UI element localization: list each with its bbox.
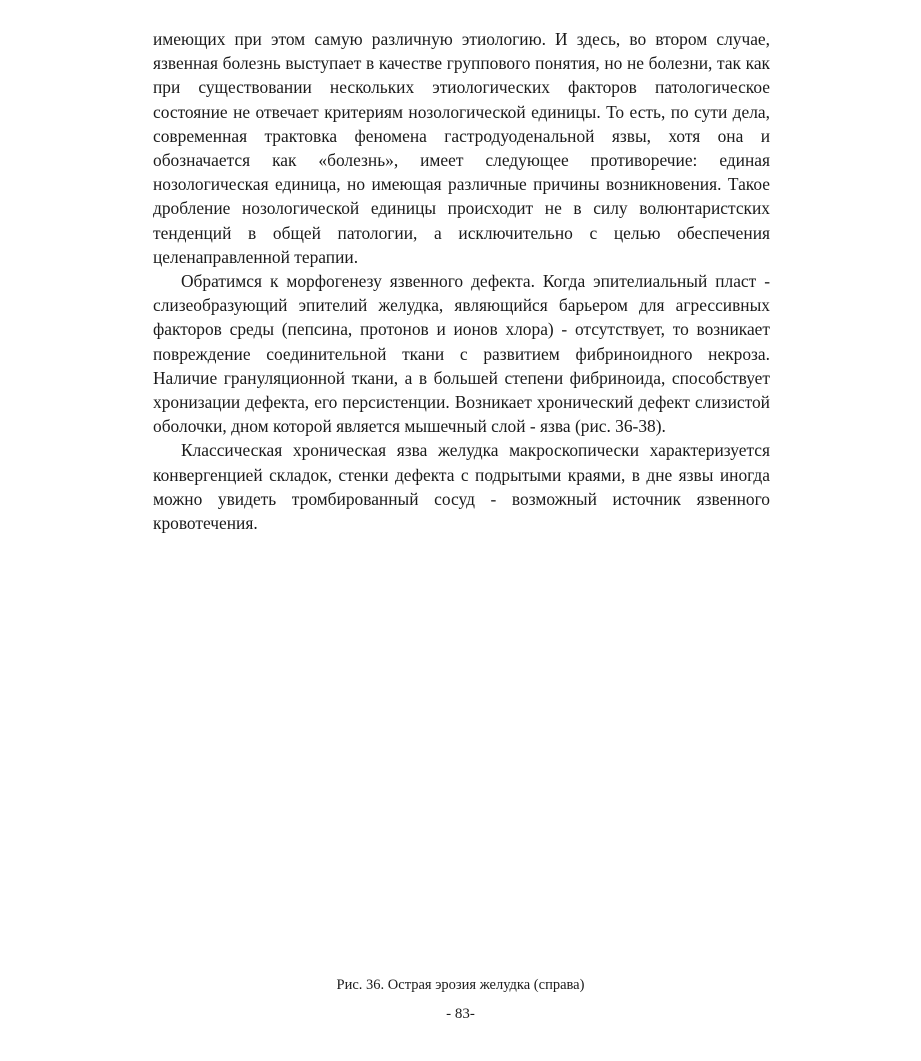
body-text	[153, 27, 770, 535]
figure-caption: Рис. 36. Острая эрозия желудка (справа)	[336, 977, 585, 993]
page-number: - 83-	[446, 1006, 475, 1022]
paragraph-1: имеющих при этом самую различную этиологию. И здесь, во втором случае, язвенная болезнь выступает в качестве группового понятия, но не болезни, так как при существовании нескольких этиологических факторов патологическое состояние не отвечает критериям нозологической единицы. То есть, по сути дела, современная трактовка феномена гастродуоденальной язвы, хотя она и обозначается как «болезнь», имеет следующее противоречие: единая нозологическая единица, но имеющая различные причины возникновения. Такое дробление нозологической единицы происходит не в силу волюнтаристских тенденций в общей патологии, а исключительно с целью обеспечения целенаправленной терапии.	[153, 29, 770, 267]
paragraph-3: Классическая хроническая язва желудка макроскопически характеризуется конвергенцией складок, стенки дефекта с подрытыми краями, в дне язвы иногда можно увидеть тромбированный сосуд - возможный источник язвенного кровотечения.	[153, 440, 770, 534]
paragraph-2: Обратимся к морфогенезу язвенного дефекта. Когда эпителиальный пласт - слизеобразующий эпителий желудка, являющийся барьером для агрессивных факторов среды (пепсина, протонов и ионов хлора) - отсутствует, то возникает повреждение соединительной ткани с развитием фибриноидного некроза. Наличие грануляционной ткани, а в большей степени фибриноида, способствует хронизации дефекта, его персистенции. Возникает хронический дефект слизистой оболочки, дном которой является мышечный слой - язва (рис. 36-38).	[153, 271, 770, 437]
